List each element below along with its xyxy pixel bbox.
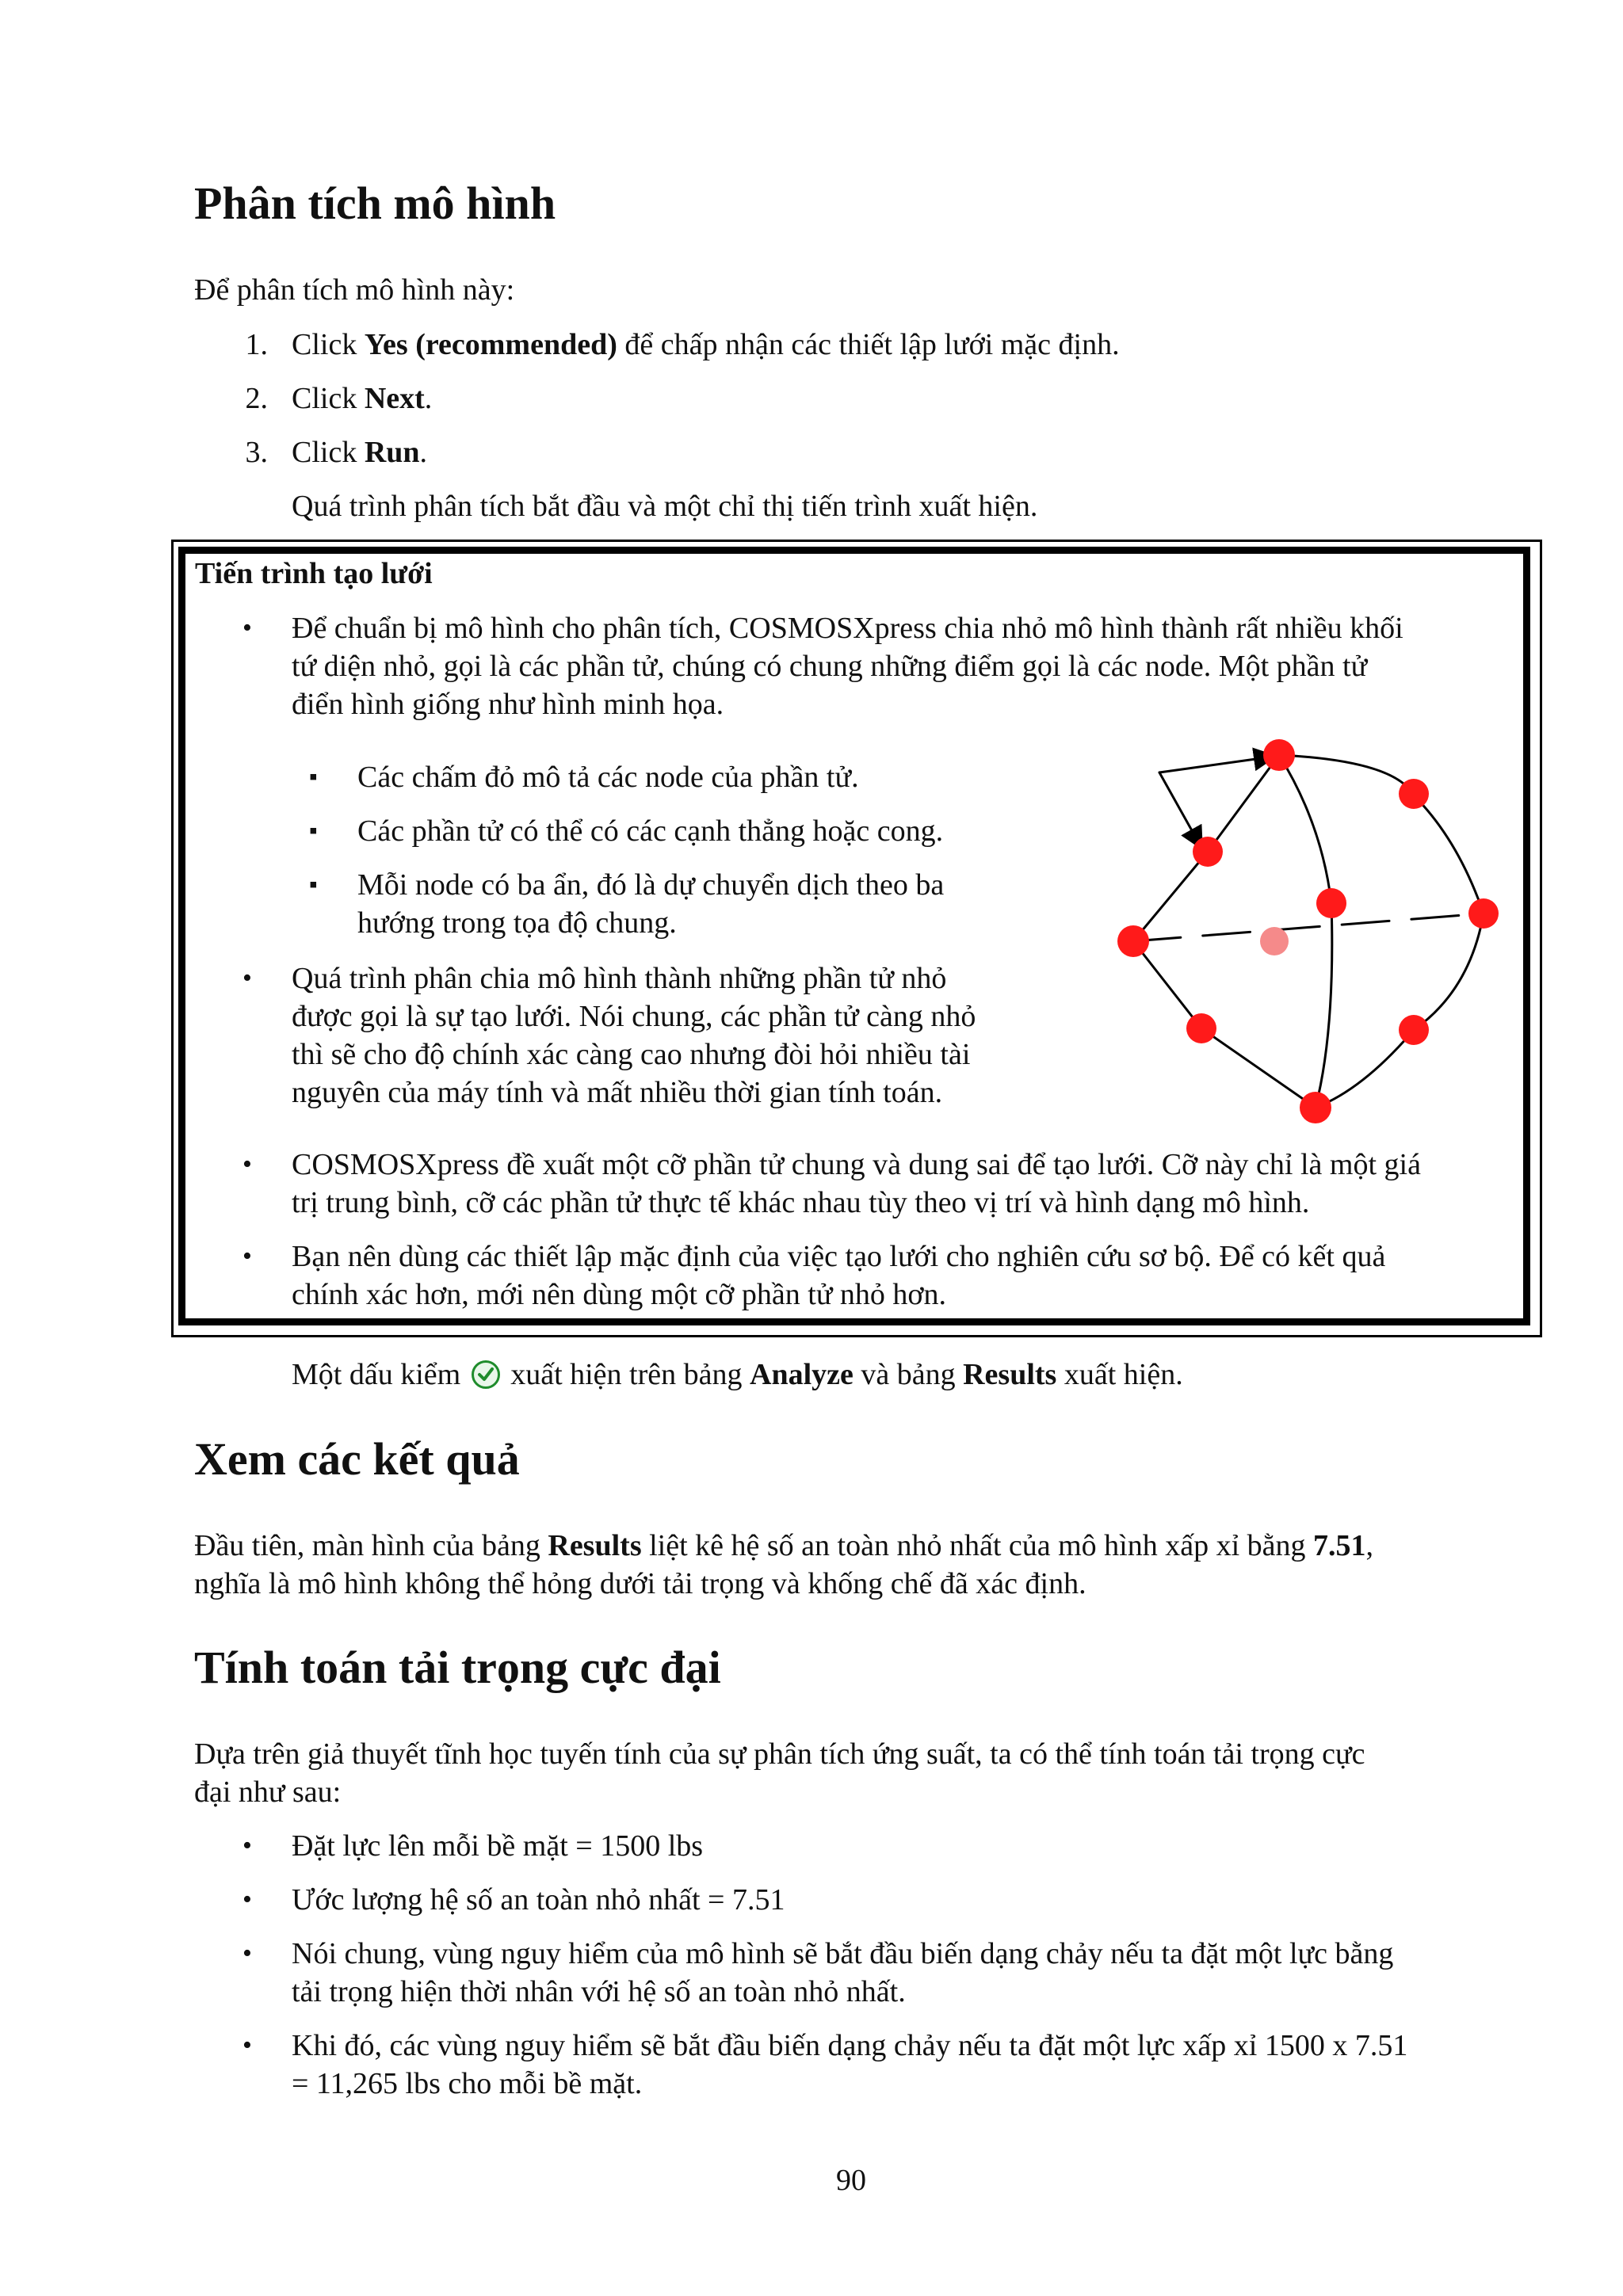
section-title-tai-trong: Tính toán tải trọng cực đại xyxy=(194,1642,721,1693)
arrow-indicator xyxy=(1159,757,1273,772)
load-bullet-1: Đặt lực lên mỗi bề mặt = 1500 lbs xyxy=(292,1829,704,1863)
box-bullet-3: COSMOSXpress đề xuất một cỡ phần tử chung và dung sai để tạo lưới. Cỡ này chỉ là một giá trị trung bình, cỡ các phần tử thực tế khác nhau tùy theo vị trí và hình dạng mô hình. xyxy=(292,1148,1421,1219)
square-bullet: ▪ xyxy=(309,818,318,844)
sub-bullet-2: Các phần tử có thể có các cạnh thẳng hoặc cong. xyxy=(357,814,944,848)
step-3: Click Run. xyxy=(292,436,428,469)
node-dot xyxy=(1300,1092,1331,1123)
square-bullet: ▪ xyxy=(309,871,318,898)
load-bullet-3: Nói chung, vùng nguy hiểm của mô hình sẽ bắt đầu biến dạng chảy nếu ta đặt một lực bằng tải trọng hiện thời nhân với hệ số an toàn nhỏ nhất. xyxy=(292,1937,1394,2008)
node-dot xyxy=(1399,1015,1429,1045)
element-edge xyxy=(1316,913,1484,1108)
box-bullet-4: Bạn nên dùng các thiết lập mặc định của việc tạo lưới cho nghiên cứu sơ bộ. Để có kết quả chính xác hơn, mới nên dùng một cỡ phần tử nhỏ hơn. xyxy=(292,1240,1386,1311)
hidden-node-dot xyxy=(1260,927,1289,955)
node-dot xyxy=(1193,837,1223,867)
sub-bullet-1: Các chấm đỏ mô tả các node của phần tử. xyxy=(357,761,859,794)
load-bullet-4: Khi đó, các vùng nguy hiểm sẽ bắt đầu biến dạng chảy nếu ta đặt một lực xấp xỉ 1500 x 7.51 = 11,265 lbs cho mỗi bề mặt. xyxy=(292,2029,1408,2100)
element-edge xyxy=(1133,941,1316,1108)
node-dot xyxy=(1399,779,1429,809)
bullet-dot: • xyxy=(242,963,252,993)
bullet-dot: • xyxy=(242,1885,252,1914)
node-dot xyxy=(1263,739,1295,771)
sub-bullet-3: Mỗi node có ba ẩn, đó là dự chuyển dịch theo ba hướng trong tọa độ chung. xyxy=(357,868,945,940)
hidden-edge xyxy=(1133,913,1484,941)
element-edge xyxy=(1279,755,1332,1108)
section-title-phan-tich: Phân tích mô hình xyxy=(194,177,556,229)
square-bullet: ▪ xyxy=(309,764,318,790)
tetrahedral-element-diagram xyxy=(1094,721,1506,1133)
bullet-dot: • xyxy=(242,613,252,643)
step-number: 3. xyxy=(245,436,268,469)
page-number: 90 xyxy=(836,2164,866,2197)
step-number: 2. xyxy=(245,382,268,415)
bullet-dot: • xyxy=(242,1939,252,1968)
arrow-indicator xyxy=(1159,772,1201,846)
check-mark-icon xyxy=(472,1360,500,1389)
bullet-dot: • xyxy=(242,1150,252,1179)
box-bullet-1: Để chuẩn bị mô hình cho phân tích, COSMOSXpress chia nhỏ mô hình thành rất nhiều khối tứ diện nhỏ, gọi là các phần tử, chúng có chung những điểm gọi là các node. Một phần tử điển hình giống như hình minh họa. xyxy=(292,612,1403,721)
bullet-dot: • xyxy=(242,2031,252,2060)
node-dot xyxy=(1186,1013,1216,1043)
intro-text: Để phân tích mô hình này: xyxy=(194,273,515,307)
element-edge xyxy=(1279,755,1484,913)
results-paragraph: Đầu tiên, màn hình của bảng Results liệt kê hệ số an toàn nhỏ nhất của mô hình xấp xỉ bằng 7.51, nghĩa là mô hình không thể hỏng dưới tải trọng và khống chế đã xác định. xyxy=(194,1529,1374,1600)
element-nodes xyxy=(1117,739,1499,1123)
load-intro-paragraph: Dựa trên giả thuyết tĩnh học tuyến tính của sự phân tích ứng suất, ta có thể tính toán tải trọng cực đại như sau: xyxy=(194,1737,1365,1809)
bullet-dot: • xyxy=(242,1831,252,1860)
section-title-ket-qua: Xem các kết quả xyxy=(194,1433,520,1485)
load-bullet-2: Ước lượng hệ số an toàn nhỏ nhất = 7.51 xyxy=(292,1883,785,1917)
bullet-dot: • xyxy=(242,1241,252,1271)
step-number: 1. xyxy=(245,328,268,361)
node-dot xyxy=(1468,898,1499,929)
node-dot xyxy=(1316,888,1346,918)
check-mark-line: Một dấu kiểm xuất hiện trên bảng Analyze và bảng Results xuất hiện. xyxy=(292,1358,1183,1391)
after-steps-text: Quá trình phân tích bắt đầu và một chỉ thị tiến trình xuất hiện. xyxy=(292,490,1038,523)
node-dot xyxy=(1117,925,1149,957)
box-title: Tiến trình tạo lưới xyxy=(195,557,433,590)
step-2: Click Next. xyxy=(292,382,433,415)
box-bullet-2: Quá trình phân chia mô hình thành những phần tử nhỏ được gọi là sự tạo lưới. Nói chung, các phần tử càng nhỏ thì sẽ cho độ chính xác càng cao nhưng đòi hỏi nhiều tài nguyên của máy tính và mất nhiều thời gian tính toán. xyxy=(292,962,976,1109)
step-1: Click Yes (recommended) để chấp nhận các thiết lập lưới mặc định. xyxy=(292,328,1120,361)
